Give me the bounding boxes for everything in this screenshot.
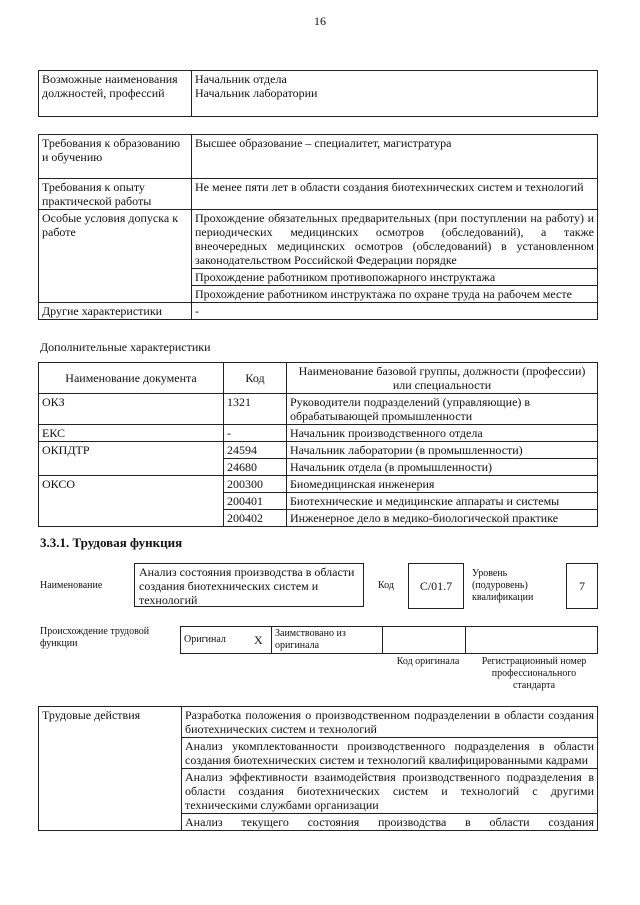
table-row-code: 1321	[224, 394, 287, 425]
actions-table	[38, 706, 598, 831]
col-header-code: Код	[224, 363, 287, 394]
req-experience-value: Не менее пяти лет в области создания биотехнических систем и технологий	[192, 179, 598, 210]
action-item: Разработка положения о производственном подразделении в области создания биотехнических систем и технологий	[182, 707, 598, 738]
position-item: Начальник лаборатории	[195, 86, 318, 100]
actions-label: Трудовые действия	[39, 707, 182, 831]
col-header-name: Наименование базовой группы, должности (профессии) или специальности	[287, 363, 598, 394]
req-other-value: -	[192, 303, 598, 320]
origin-label: Происхождение трудовой функции	[40, 626, 150, 649]
table-row-name: Начальник лаборатории (в промышленности)	[287, 442, 598, 459]
function-heading: 3.3.1. Трудовая функция	[40, 535, 183, 550]
req-conditions-value-3: Прохождение работником инструктажа по охране труда на рабочем месте	[192, 286, 598, 303]
function-level-box	[566, 563, 598, 609]
page-number: 16	[314, 14, 326, 28]
origin-reg-cell	[466, 627, 598, 654]
origin-table	[180, 626, 598, 654]
req-education-value: Высшее образование – специалитет, магистратура	[192, 135, 598, 179]
positions-values	[192, 71, 598, 117]
req-education-label: Требования к образованию и обучению	[39, 135, 192, 179]
table-row-doc: ОКЗ	[39, 394, 224, 425]
req-other-label: Другие характеристики	[39, 303, 192, 320]
req-conditions-value-2: Прохождение работником противопожарного инструктажа	[192, 269, 598, 286]
table-row-code: -	[224, 425, 287, 442]
table-row-doc: ЕКС	[39, 425, 224, 442]
positions-table	[38, 70, 598, 117]
req-conditions-value-1: Прохождение обязательных предварительных (при поступлении на работу) и периодических медицинских осмотров (обследований), а также внеочередных медицинских осмотров (обследований) в установленном законодательством Российской Федерации порядке	[192, 210, 598, 269]
code-original-label: Код оригинала	[396, 656, 460, 667]
table-row-name: Биомедицинская инженерия	[287, 476, 598, 493]
function-name-label: Наименование	[40, 580, 103, 591]
req-conditions-label: Особые условия допуска к работе	[39, 210, 192, 303]
position-item: Начальник отдела	[195, 72, 287, 86]
function-code-box	[408, 563, 464, 609]
function-level-value: 7	[579, 579, 585, 593]
table-row-code: 24680	[224, 459, 287, 476]
col-header-doc: Наименование документа	[39, 363, 224, 394]
origin-borrowed-label: Заимствовано из оригинала	[272, 627, 383, 654]
req-experience-label: Требования к опыту практической работы	[39, 179, 192, 210]
function-code-value: C/01.7	[419, 579, 453, 593]
origin-original-label: Оригинал	[181, 627, 252, 654]
origin-original-mark: X	[251, 627, 272, 654]
function-level-label: Уровень (подуровень) квалификации	[472, 568, 534, 603]
function-name-value: Анализ состояния производства в области создания биотехнических систем и технологий	[139, 565, 355, 607]
action-item: Анализ эффективности взаимодействия производственного подразделения в области создания биотехнических систем и технологий с другими техническими службами организации	[182, 769, 598, 814]
table-row-code: 24594	[224, 442, 287, 459]
table-row-code: 200300	[224, 476, 287, 493]
additional-table	[38, 362, 598, 527]
table-row-code: 200402	[224, 510, 287, 527]
table-row-name: Биотехнические и медицинские аппараты и системы	[287, 493, 598, 510]
table-row-name: Руководители подразделений (управляющие) в обрабатывающей промышленности	[287, 394, 598, 425]
action-item: Анализ укомплектованности производственного подразделения в области создания биотехнических систем и технологий квалифицированными кадрами	[182, 738, 598, 769]
function-name-box	[134, 563, 364, 607]
origin-code-cell	[383, 627, 466, 654]
requirements-table	[38, 134, 598, 320]
table-row-doc: ОКСО	[39, 476, 224, 527]
table-row-doc: ОКПДТР	[39, 442, 224, 476]
function-code-label: Код	[378, 580, 394, 591]
reg-number-label: Регистрационный номер профессионального стандарта	[481, 656, 587, 691]
action-item: Анализ текущего состояния производства в области создания	[182, 814, 598, 831]
table-row-name: Начальник отдела (в промышленности)	[287, 459, 598, 476]
table-row-name: Начальник производственного отдела	[287, 425, 598, 442]
additional-title: Дополнительные характеристики	[40, 340, 211, 354]
positions-label: Возможные наименования должностей, профессий	[39, 71, 192, 117]
table-row-name: Инженерное дело в медико-биологической практике	[287, 510, 598, 527]
table-row-code: 200401	[224, 493, 287, 510]
